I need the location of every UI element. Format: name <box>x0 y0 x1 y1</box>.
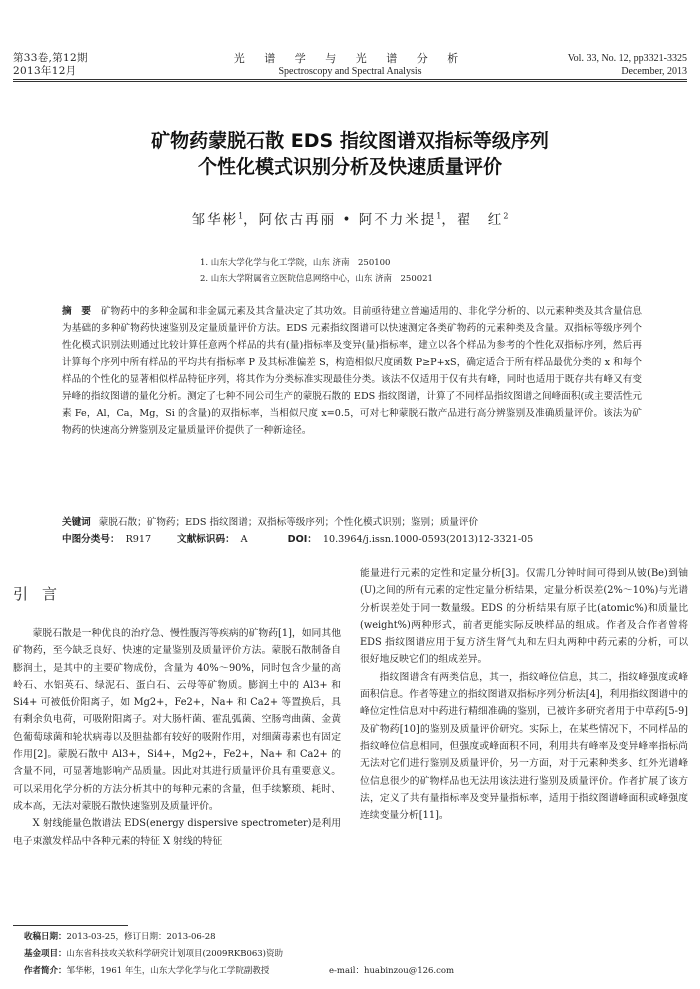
clc-label: 中图分类号： <box>62 534 120 545</box>
paper-title <box>0 128 700 180</box>
title-line-1: 矿物药蒙脱石散 EDS 指纹图谱双指标等级序列 <box>151 130 549 152</box>
footnote-rule <box>13 925 128 926</box>
intro-paragraph-3: 能量进行元素的定性和定量分析[3]。仅需几分钟时间可得到从铍(Be)到铀(U)之间的所有元素的定性定量分析结果，定量分析误差(2%～10%)与光谱分析误差处于同一数量级。EDS 的分析结果有原子比(atomic%)和质量比(weight%)两种形式，前者更能实际反映样品的组成。作者及合作者曾将 EDS 指纹图谱应用于复方济生肾气丸和左归丸两种中药元素的分析，可以很好地反映它们的组成差异。 <box>360 568 688 666</box>
affiliations <box>200 255 433 287</box>
affiliation-2: 2. 山东大学附属省立医院信息网络中心，山东 济南 250021 <box>200 274 433 284</box>
abstract-label: 摘 要 <box>62 306 91 317</box>
author-3: 翟 红 <box>456 212 504 228</box>
right-column <box>360 565 688 824</box>
intro-paragraph-4: 指纹图谱含有两类信息，其一，指纹峰位信息，其二，指纹峰强度或峰面积信息。作者等建立的指纹图谱双指标序列分析法[4]，利用指纹图谱中的峰位定性信息对中药进行精细准确的鉴别，已被许多研究者用于中草药[5-9]及矿物药[10]的鉴别及质量评价研究。实际上，在某些情况下，不同样品的指纹峰位信息相同，但强度或峰面积不同，利用共有峰率及变异峰率指标尚无法对它们进行鉴别及质量评价，另一方面，对于元素种类多、红外光谱峰位信息很少的矿物样品也无法用该法进行鉴别及质量评价。作者扩展了该方法，定义了共有量指标率及变异量指标率，适用于指纹图谱峰面积或峰强度连续变量分析[11]。 <box>360 671 688 822</box>
doi-value: 10.3964/j.issn.1000-0593(2013)12-3321-05 <box>322 534 534 545</box>
footnote-received <box>24 931 664 943</box>
doi-label: DOI： <box>287 534 317 545</box>
author-2-affil: 1 <box>436 211 442 221</box>
left-column <box>13 625 341 850</box>
abstract <box>62 303 642 439</box>
footnote-author-bio <box>24 965 664 977</box>
keywords-text: 蒙脱石散；矿物药；EDS 指纹图谱；双指标等级序列；个性化模式识别；鉴别；质量评价 <box>98 517 479 528</box>
fund-text: 山东省科技攻关软科学研究计划项目(2009RKB063)资助 <box>66 949 284 959</box>
header-date-cn: 2013年12月 <box>13 65 77 77</box>
header-issue-en <box>568 52 687 78</box>
affiliation-1: 1. 山东大学化学与化工学院，山东 济南 250100 <box>200 258 391 268</box>
doc-code-value: A <box>240 534 248 545</box>
keywords-label: 关键词 <box>62 517 91 528</box>
email-address: huabinzou@126.com <box>363 966 455 976</box>
author-2: 阿依古再丽 • 阿不力米提 <box>258 212 437 228</box>
received-dates: 2013-03-25，修订日期：2013-06-28 <box>66 932 216 942</box>
fund-label: 基金项目： <box>24 949 67 959</box>
section-heading-introduction: 引言 <box>13 585 72 603</box>
journal-name-en: Spectroscopy and Spectral Analysis <box>278 66 422 77</box>
email-label: e-mail： <box>329 966 364 976</box>
clc-value: R917 <box>125 534 152 545</box>
journal-name-cn: 光 谱 学 与 光 谱 分 析 <box>233 52 467 65</box>
author-email[interactable] <box>329 965 454 977</box>
header-volume-cn: 第33卷,第12期 <box>13 52 88 64</box>
classification-line <box>62 531 652 548</box>
abstract-text: 矿物药中的多种金属和非金属元素及其含量决定了其功效。目前亟待建立普遍适用的、非化学分析的、以元素种类及其含量信息为基础的多种矿物药快速鉴别及定量质量评价方法。EDS 元素指纹图谱可以快速测定各类矿物药的元素种类及含量。双指标等级序列个性化模式识别法则通过比较计算任意两个样品的共有(量)指标率及变异(量)指标率，建立以各个样品为参考的个性化双指标序列，然后再计算每个序列中所有样品的平均共有指标率 P 及其标准偏差 S，构造相似尺度函数 P≥P+xS，确定适合于所有样品最优分类的 x 和每个样品的个性化的显著相似样品特征序列，将其作为分类标准实现最佳分类。该法不仅适用于仅有共有峰，同时也适用于既存共有峰又有变异峰的指纹图谱的量化分析。测定了七种不同公司生产的蒙脱石散的 EDS 指纹图谱，计算了不同样品指纹图谱之间峰面积(或主要活性元素 Fe，Al，Ca，Mg，Si 的含量)的双指标率，当相似尺度 x=0.5，可对七种蒙脱石散产品进行高分辨鉴别及准确质量评价。该法为矿物药的快速高分辨鉴别及定量质量评价提供了一种新途径。 <box>62 306 643 436</box>
keywords <box>62 514 652 531</box>
title-line-2: 个性化模式识别分析及快速质量评价 <box>197 156 502 178</box>
header-volume-en: Vol. 33, No. 12, pp3321-3325 <box>567 53 687 64</box>
author-list: 邹华彬$^1$，阿依古再丽 • 阿不力米提$^1$，翟 红$^2$ <box>191 211 509 228</box>
header-double-rule <box>13 79 687 82</box>
header-date-en: December, 2013 <box>621 66 687 77</box>
author-1: 邹华彬 <box>191 212 239 228</box>
bio-label: 作者简介： <box>24 966 67 976</box>
received-label: 收稿日期： <box>24 932 67 942</box>
intro-paragraph-2: X 射线能量色散谱法 EDS(energy dispersive spectrometer)是利用电子束激发样品中各种元素的特征 X 射线的特征 <box>13 818 341 847</box>
doc-code-label: 文献标识码： <box>177 534 235 545</box>
bio-text: 邹华彬，1961 年生，山东大学化学与化工学院副教授 <box>66 966 270 976</box>
author-1-affil: 1 <box>238 211 244 221</box>
page-header <box>0 0 700 76</box>
author-3-affil: 2 <box>503 211 509 221</box>
footnote-fund <box>24 948 664 960</box>
intro-paragraph-1: 蒙脱石散是一种优良的治疗急、慢性腹泻等疾病的矿物药[1]，如同其他矿物药，至今缺乏良好、快速的定量鉴别及质量评价方法。蒙脱石散制备自膨润土，是其中的主要矿物成份，含量为 40%～90%，同时包含少量的高岭石、水铝英石、绿泥石、蛋白石、云母等矿物质。膨润土中的 Al3+ 和 Si4+ 可被低价阳离子，如 Mg2+，Fe2+，Na+ 和 Ca2+ 等置换后，具有剩余负电荷，可吸附阳离子。对大肠杆菌、霍乱弧菌、空肠弯曲菌、金黄色葡萄球菌和轮状病毒以及胆盐都有较好的吸附作用，对细菌毒素也有固定作用[2]。蒙脱石散中 Al3+，Si4+，Mg2+，Fe2+，Na+ 和 Ca2+ 的含量不同，可显著地影响产品质量。因此对其进行质量评价具有重要意义。可以采用化学分析的方法分析其中的每种元素的含量，但手续繁琐、耗时、成本高，无法对蒙脱石散快速鉴别及质量评价。 <box>13 628 341 812</box>
